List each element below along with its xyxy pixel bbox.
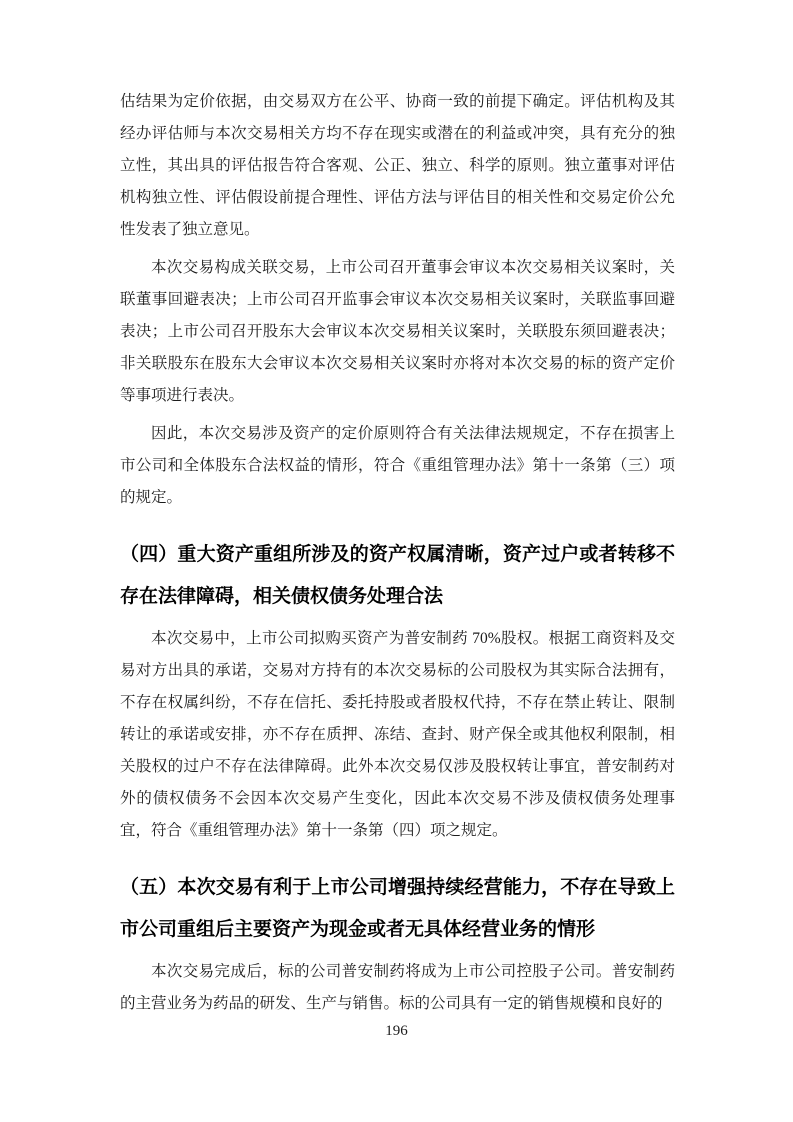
paragraph-related-transaction: 本次交易构成关联交易，上市公司召开董事会审议本次交易相关议案时，关联董事回避表决；上市公司召开监事会审议本次交易相关议案时，关联监事回避表决；上市公司召开股东大会审议本次交易相关议案时，关联股东须回避表决；非关联股东在股东大会审议本次交易相关议案时亦将对本次交易的标的资产定价等事项进行表决。 (120, 259, 675, 404)
section-heading-five: （五）本次交易有利于上市公司增强持续经营能力，不存在导致上市公司重组后主要资产为现金或者无具体经营业务的情形 (120, 877, 675, 940)
paragraph-section-four: 本次交易中，上市公司拟购买资产为普安制药 70%股权。根据工商资料及交易对方出具的承诺，交易对方持有的本次交易标的公司股权为其实际合法拥有，不存在权属纠纷，不存在信托、委托持股或者股权代持，不存在禁止转让、限制转让的承诺或安排，亦不存在质押、冻结、查封、财产保全或其他权利限制，相关股权的过户不存在法律障碍。此外本次交易仅涉及股权转让事宜，普安制药对外的债权债务不会因本次交易产生变化，因此本次交易不涉及债权债务处理事宜，符合《重组管理办法》第十一条第（四）项之规定。 (120, 630, 675, 839)
paragraph-pricing-conclusion: 因此，本次交易涉及资产的定价原则符合有关法律法规规定，不存在损害上市公司和全体股东合法权益的情形，符合《重组管理办法》第十一条第（三）项的规定。 (120, 425, 675, 506)
paragraph-section-five: 本次交易完成后，标的公司普安制药将成为上市公司控股子公司。普安制药的主营业务为药品的研发、生产与销售。标的公司具有一定的销售规模和良好的 (120, 963, 675, 1012)
page-number: 196 (385, 1023, 408, 1039)
paragraph-valuation-continuation: 估结果为定价依据，由交易双方在公平、协商一致的前提下确定。评估机构及其经办评估师与本次交易相关方均不存在现实或潜在的利益或冲突，具有充分的独立性，其出具的评估报告符合客观、公正、独立、科学的原则。独立董事对评估机构独立性、评估假设前提合理性、评估方法与评估目的相关性和交易定价公允性发表了独立意见。 (120, 93, 675, 238)
section-heading-four: （四）重大资产重组所涉及的资产权属清晰，资产过户或者转移不存在法律障碍，相关债权债务处理合法 (120, 544, 675, 607)
page-footer (0, 1022, 793, 1040)
